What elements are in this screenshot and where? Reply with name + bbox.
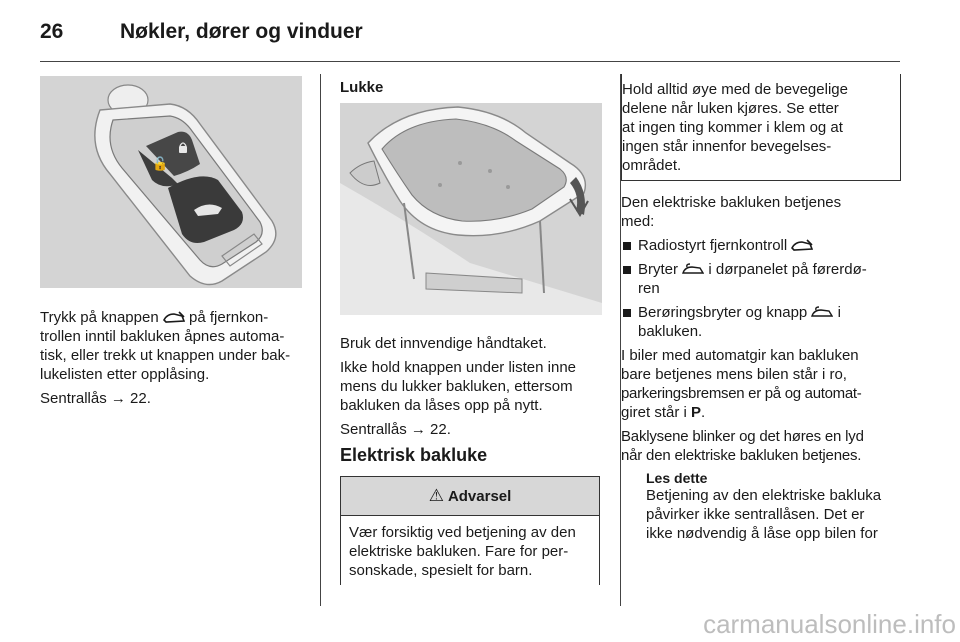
col2-line-3: mens du lukker bakluken, ettersom [340, 378, 573, 395]
note-line-3: ikke nødvendig å låse opp bilen for [646, 525, 878, 542]
col3-para-line-5: Baklysene blinker og det høres en lyd [621, 428, 864, 445]
text-span: Berøringsbryter og knapp [638, 304, 808, 321]
page-reference: 22. [130, 390, 151, 407]
box-line-4: ingen står innenfor bevegelses- [622, 138, 832, 155]
col3-para-line-4 [621, 403, 705, 422]
text-span: Sentrallås [40, 390, 107, 407]
section-heading-elektrisk-bakluke: Elektrisk bakluke [340, 445, 488, 465]
tailgate-switch-icon [682, 263, 704, 276]
col1-paragraph-1 [40, 308, 268, 327]
warning-triangle-icon: ⚠ [428, 486, 444, 505]
col3-para-line-1: I biler med automatgir kan bakluken [621, 347, 859, 364]
warning-header [341, 477, 599, 516]
warning-line-2: elektriske bakluken. Fare for per- [349, 543, 569, 560]
watermark: carmanualsonline.info [703, 609, 956, 639]
col2-line-4: bakluken da låses opp på nytt. [340, 397, 543, 414]
col3-bullet2-line2: ren [638, 280, 660, 297]
gear-position-p: P [691, 404, 702, 421]
page-title: Nøkler, dører og vinduer [120, 20, 363, 43]
col1-paragraph-1-line2: trollen inntil bakluken åpnes automa- [40, 328, 285, 345]
text-span: Sentrallås [340, 421, 407, 438]
col3-intro-2: med: [621, 213, 655, 230]
col2-line-2: Ikke hold knappen under listen inne [340, 359, 577, 376]
warning-box [340, 476, 600, 585]
text-span: Radiostyrt fjernkontroll [638, 237, 788, 254]
col1-paragraph-1-line3: tisk, eller trekk ut knappen under bak- [40, 347, 291, 364]
col3-para-line-3: parkeringsbremsen er på og automat- [621, 385, 862, 402]
warning-title: Advarsel [447, 487, 512, 505]
header-rule [40, 61, 900, 62]
list-item [621, 303, 841, 322]
page-reference: 22. [430, 421, 451, 438]
warning-box-continued [621, 74, 901, 181]
cross-reference-icon: → [110, 390, 126, 407]
text-span: i dørpanelet på førerdø- [708, 261, 867, 278]
col2-heading-lukke: Lukke [340, 79, 384, 96]
bullet-square [623, 266, 631, 274]
note-line-2: påvirker ikke sentrallåsen. Det er [646, 506, 865, 523]
list-item [621, 236, 813, 255]
tailgate-car-icon [791, 239, 813, 252]
key-fob-drawing [40, 76, 302, 288]
tailgate-illustration [340, 103, 602, 315]
tailgate-car-icon [163, 311, 185, 324]
page-number: 26 [40, 20, 64, 43]
bullet-square [623, 309, 631, 317]
text-span: i [837, 304, 841, 321]
cross-reference-icon: → [410, 421, 426, 438]
tailgate-drawing [340, 103, 602, 315]
tailgate-switch-icon [811, 306, 833, 319]
col1-paragraph-1-line4: lukelisten etter opplåsing. [40, 366, 210, 383]
key-fob-illustration [40, 76, 302, 288]
box-line-3: at ingen ting kommer i klem og at [622, 119, 843, 136]
col3-bullet3-line2: bakluken. [638, 323, 703, 340]
text-span: . [701, 404, 706, 421]
column-divider-left [320, 74, 321, 606]
svg-text:🔓: 🔓 [152, 157, 169, 172]
col3-intro-1: Den elektriske bakluken betjenes [621, 194, 842, 211]
list-item [621, 260, 867, 279]
note-title: Les dette [646, 470, 708, 486]
col2-line-1: Bruk det innvendige håndtaket. [340, 335, 547, 352]
text-span: på fjernkon- [189, 309, 269, 326]
text-span: giret står i [621, 404, 687, 421]
col3-para-line-2: bare betjenes mens bilen står i ro, [621, 366, 847, 383]
col1-paragraph-2 [40, 389, 151, 408]
warning-line-1: Vær forsiktig ved betjening av den [349, 524, 576, 541]
box-line-2: delene når luken kjøres. Se etter [622, 100, 839, 117]
box-line-5: området. [622, 157, 682, 174]
text-span: Bryter [638, 261, 679, 278]
col2-line-5 [340, 420, 451, 439]
warning-line-3: sonskade, spesielt for barn. [349, 562, 533, 579]
bullet-square [623, 242, 631, 250]
text-span: Trykk på knappen [40, 309, 159, 326]
col3-para-line-6: når den elektriske bakluken betjenes. [621, 447, 862, 464]
box-line-1: Hold alltid øye med de bevegelige [622, 81, 848, 98]
note-line-1: Betjening av den elektriske bakluka [646, 487, 882, 504]
